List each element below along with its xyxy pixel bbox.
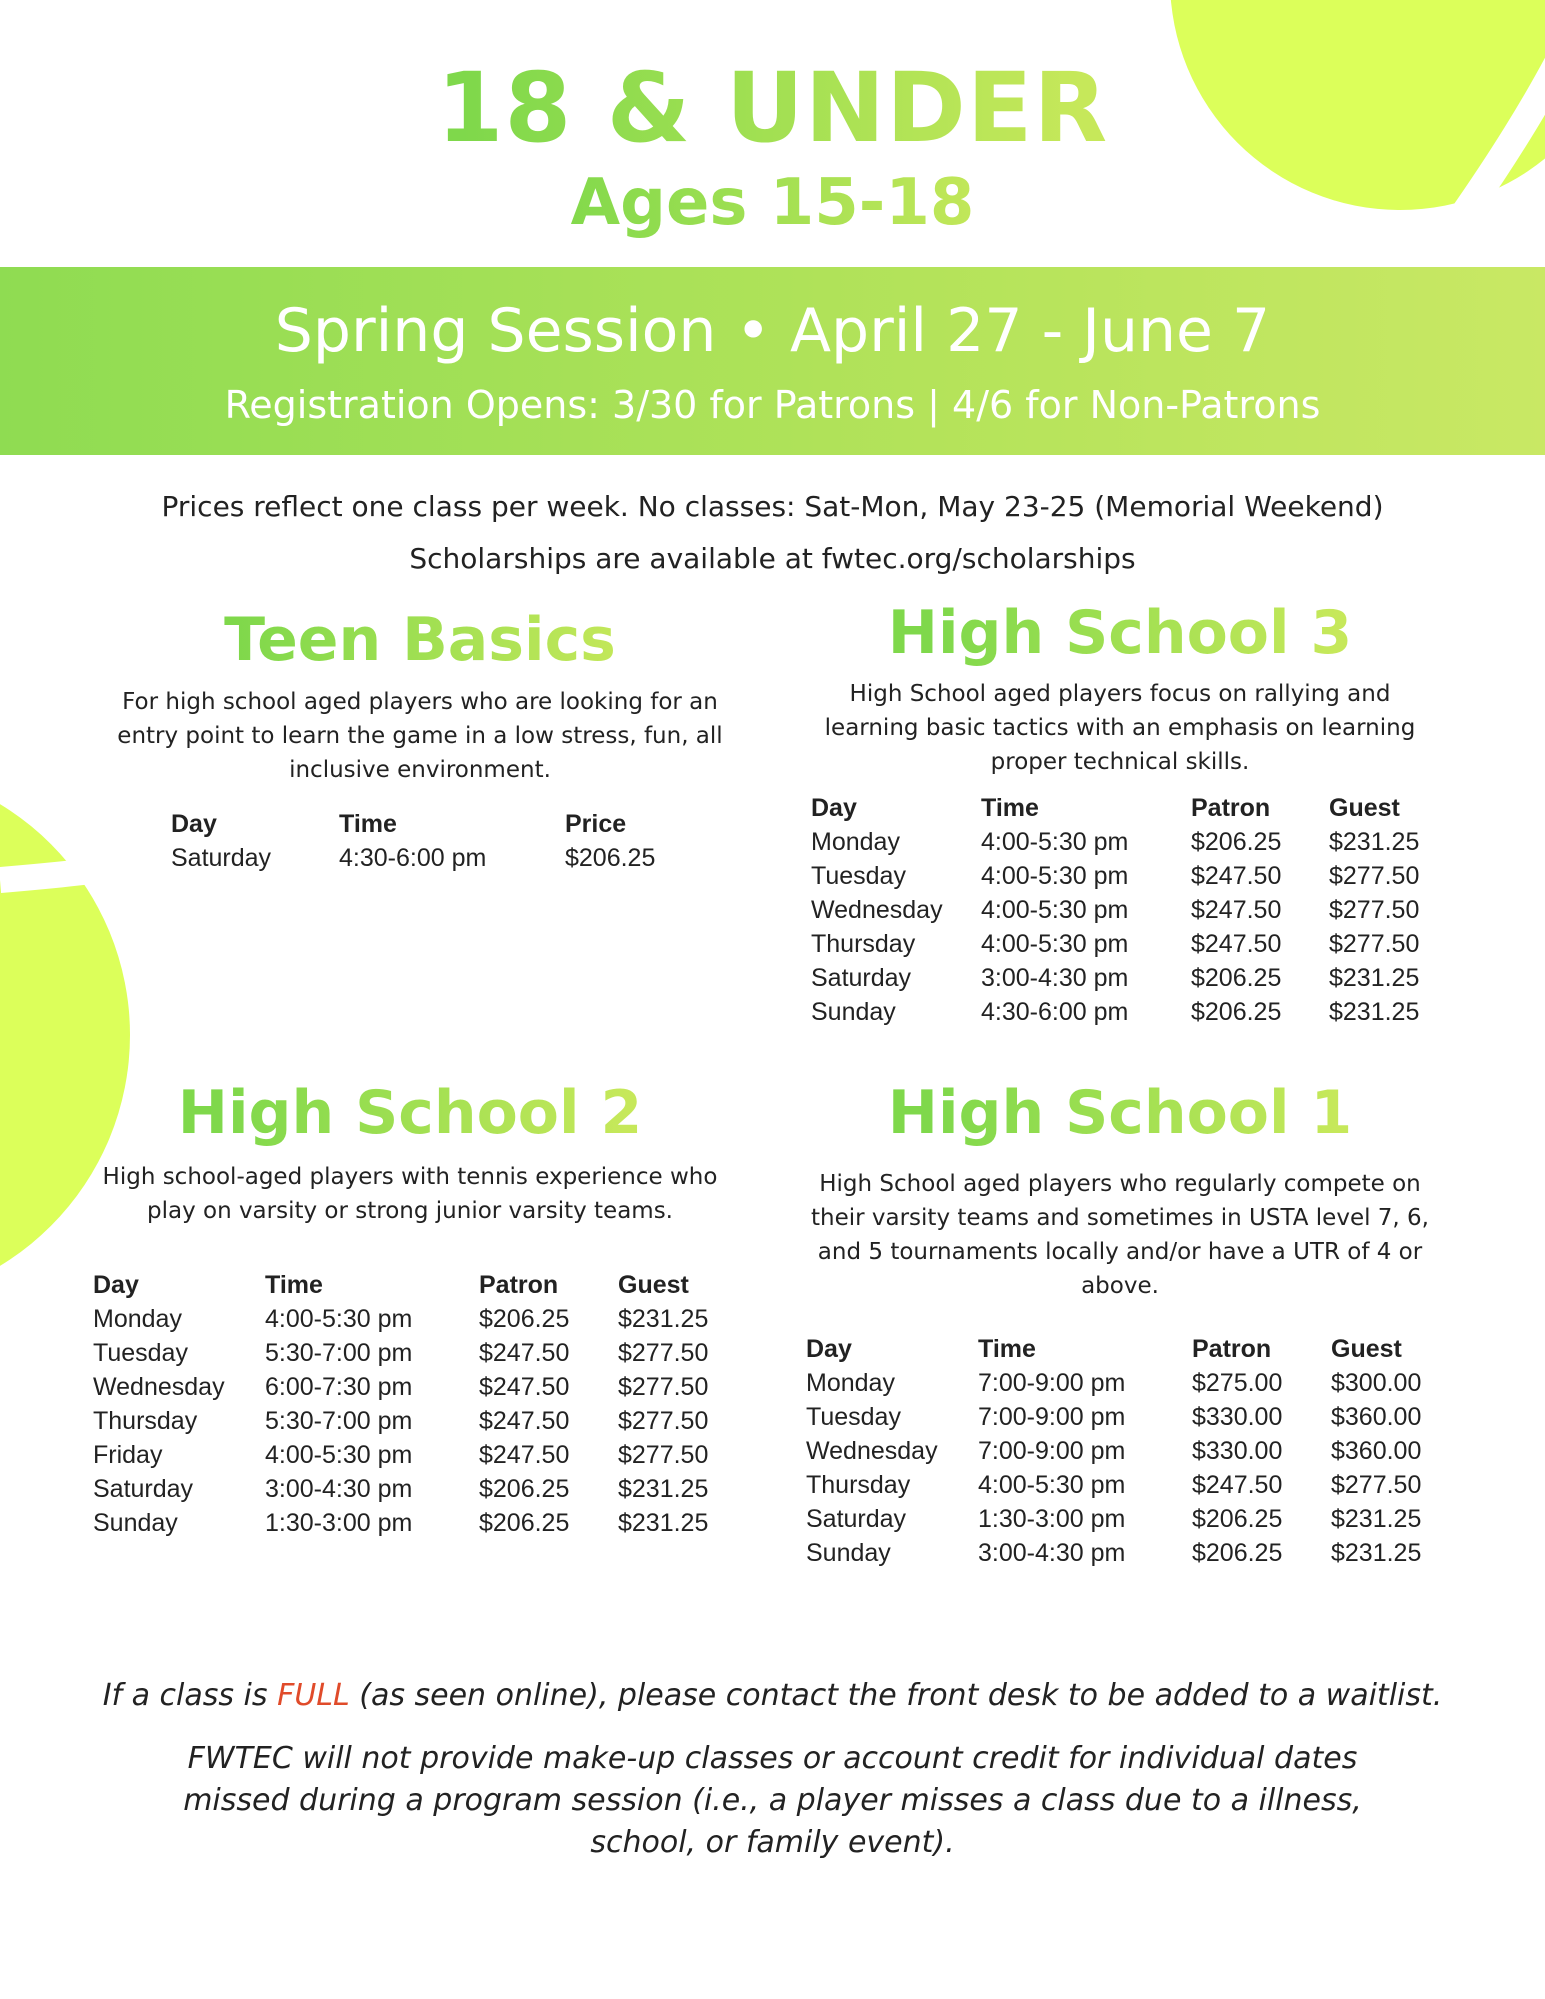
col-guest: Guest [1331, 1334, 1402, 1363]
cell-time: 5:30-7:00 pm [265, 1406, 413, 1435]
session-dates: Spring Session • April 27 - June 7 [274, 296, 1271, 366]
cell-guest: $231.25 [1329, 963, 1420, 992]
col-price: Price [565, 809, 627, 838]
col-day: Day [93, 1270, 139, 1299]
teen-basics-table [171, 807, 685, 875]
hs1-description: High School aged players who regularly compete on their varsity teams and sometimes in USTA level 7, 6, and 5 tournaments locally and/or have a UTR of 4 or above. [810, 1171, 1429, 1299]
cell-patron: $206.25 [1192, 1538, 1283, 1567]
cell-day: Wednesday [811, 895, 943, 924]
col-time: Time [978, 1334, 1036, 1363]
cell-time: 4:00-5:30 pm [981, 861, 1129, 890]
cell-day: Saturday [93, 1474, 194, 1503]
table-row [93, 1472, 738, 1506]
cell-day: Sunday [811, 997, 896, 1026]
cell-time: 3:00-4:30 pm [978, 1538, 1126, 1567]
cell-guest: $231.25 [1329, 997, 1420, 1026]
hs1-title: High School 1 [810, 1078, 1430, 1148]
prices-note: Prices reflect one class per week. No classes: Sat-Mon, May 23-25 (Memorial Weekend) [161, 490, 1384, 523]
table-header-row [171, 807, 685, 841]
cell-time: 4:00-5:30 pm [981, 895, 1129, 924]
cell-time: 4:30-6:00 pm [339, 843, 487, 872]
cell-day: Thursday [806, 1470, 911, 1499]
cell-patron: $247.50 [479, 1372, 570, 1401]
table-header-row [811, 791, 1449, 825]
table-row [93, 1336, 738, 1370]
hs3-description: High School aged players focus on rallying and learning basic tactics with an emphasis on learning proper technical skills. [824, 681, 1416, 775]
cell-patron: $330.00 [1192, 1402, 1283, 1431]
cell-time: 4:00-5:30 pm [265, 1440, 413, 1469]
cell-patron: $206.25 [479, 1508, 570, 1537]
cell-time: 3:00-4:30 pm [981, 963, 1129, 992]
table-header-row [806, 1332, 1451, 1366]
waitlist-suffix: (as seen online), please contact the front desk to be added to a waitlist. [349, 1678, 1443, 1713]
cell-time: 7:00-9:00 pm [978, 1368, 1126, 1397]
cell-patron: $275.00 [1192, 1368, 1283, 1397]
cell-patron: $247.50 [1191, 895, 1282, 924]
cell-time: 4:00-5:30 pm [981, 827, 1129, 856]
cell-patron: $206.25 [1192, 1504, 1283, 1533]
table-row [806, 1434, 1451, 1468]
cell-patron: $330.00 [1192, 1436, 1283, 1465]
cell-day: Tuesday [93, 1338, 188, 1367]
age-range: Ages 15-18 [0, 166, 1545, 240]
cell-time: 4:00-5:30 pm [265, 1304, 413, 1333]
cell-day: Monday [93, 1304, 182, 1333]
cell-guest: $277.50 [1329, 929, 1420, 958]
cell-day: Thursday [93, 1406, 198, 1435]
cell-day: Saturday [806, 1504, 907, 1533]
cell-patron: $247.50 [479, 1440, 570, 1469]
cell-day: Monday [811, 827, 900, 856]
cell-guest: $277.50 [618, 1440, 709, 1469]
table-row [806, 1400, 1451, 1434]
cell-guest: $277.50 [618, 1338, 709, 1367]
cell-patron: $206.25 [1191, 997, 1282, 1026]
cell-guest: $277.50 [618, 1406, 709, 1435]
cell-patron: $206.25 [479, 1474, 570, 1503]
table-row [811, 859, 1449, 893]
cell-guest: $231.25 [618, 1304, 709, 1333]
col-patron: Patron [1192, 1334, 1272, 1363]
cell-guest: $231.25 [1331, 1538, 1422, 1567]
cell-day: Monday [806, 1368, 895, 1397]
col-time: Time [265, 1270, 323, 1299]
cell-guest: $360.00 [1331, 1402, 1422, 1431]
hs3-table [811, 791, 1449, 1029]
cell-patron: $247.50 [479, 1338, 570, 1367]
cell-day: Sunday [93, 1508, 178, 1537]
hs2-description: High school-aged players with tennis experience who play on varsity or strong junior varsity teams. [102, 1164, 718, 1224]
col-day: Day [811, 793, 857, 822]
col-patron: Patron [1191, 793, 1271, 822]
full-status-word: FULL [277, 1678, 350, 1713]
cell-day: Wednesday [93, 1372, 225, 1401]
col-guest: Guest [1329, 793, 1400, 822]
cell-day: Thursday [811, 929, 916, 958]
cell-time: 4:00-5:30 pm [978, 1470, 1126, 1499]
table-row [811, 961, 1449, 995]
col-time: Time [339, 809, 397, 838]
table-row [93, 1506, 738, 1540]
table-row [806, 1536, 1451, 1570]
cell-day: Tuesday [811, 861, 906, 890]
cell-time: 6:00-7:30 pm [265, 1372, 413, 1401]
table-row [811, 995, 1449, 1029]
makeup-policy: FWTEC will not provide make-up classes or account credit for individual dates missed during a program session (i.e., a player misses a class due to a illness, school, or family event). [183, 1741, 1362, 1860]
cell-guest: $231.25 [1329, 827, 1420, 856]
cell-time: 4:00-5:30 pm [981, 929, 1129, 958]
cell-patron: $206.25 [1191, 963, 1282, 992]
col-time: Time [981, 793, 1039, 822]
cell-patron: $247.50 [1192, 1470, 1283, 1499]
table-row [806, 1366, 1451, 1400]
cell-time: 1:30-3:00 pm [978, 1504, 1126, 1533]
table-row [806, 1502, 1451, 1536]
cell-guest: $231.25 [1331, 1504, 1422, 1533]
table-row [93, 1302, 738, 1336]
cell-patron: $247.50 [479, 1406, 570, 1435]
teen-basics-description: For high school aged players who are looking for an entry point to learn the game in a low stress, fun, all inclusive environment. [117, 689, 723, 783]
registration-dates: Registration Opens: 3/30 for Patrons | 4/6 for Non-Patrons [224, 383, 1321, 427]
table-row [811, 825, 1449, 859]
cell-day: Tuesday [806, 1402, 901, 1431]
table-row [811, 927, 1449, 961]
cell-guest: $231.25 [618, 1508, 709, 1537]
teen-basics-title: Teen Basics [110, 605, 730, 675]
cell-patron: $247.50 [1191, 929, 1282, 958]
col-day: Day [171, 809, 217, 838]
page-title: 18 & UNDER [0, 52, 1545, 164]
cell-guest: $231.25 [618, 1474, 709, 1503]
table-row [811, 893, 1449, 927]
table-row [171, 841, 685, 875]
cell-guest: $360.00 [1331, 1436, 1422, 1465]
cell-guest: $277.50 [1329, 861, 1420, 890]
table-row [93, 1404, 738, 1438]
cell-day: Friday [93, 1440, 163, 1469]
hs1-table [806, 1332, 1451, 1570]
scholarship-note: Scholarships are available at fwtec.org/scholarships [409, 542, 1136, 575]
cell-day: Saturday [811, 963, 912, 992]
col-guest: Guest [618, 1270, 689, 1299]
cell-time: 4:30-6:00 pm [981, 997, 1129, 1026]
cell-guest: $277.50 [1331, 1470, 1422, 1499]
waitlist-note [0, 1675, 1545, 1717]
table-header-row [93, 1268, 738, 1302]
col-day: Day [806, 1334, 852, 1363]
table-row [93, 1370, 738, 1404]
cell-patron: $247.50 [1191, 861, 1282, 890]
cell-time: 7:00-9:00 pm [978, 1402, 1126, 1431]
cell-time: 1:30-3:00 pm [265, 1508, 413, 1537]
cell-guest: $277.50 [1329, 895, 1420, 924]
hs3-title: High School 3 [810, 598, 1430, 668]
cell-day: Saturday [171, 843, 272, 872]
cell-day: Sunday [806, 1538, 891, 1567]
cell-time: 7:00-9:00 pm [978, 1436, 1126, 1465]
table-row [93, 1438, 738, 1472]
hs2-table [93, 1268, 738, 1540]
col-patron: Patron [479, 1270, 559, 1299]
cell-day: Wednesday [806, 1436, 938, 1465]
cell-price: $206.25 [565, 843, 656, 872]
waitlist-prefix: If a class is [102, 1678, 278, 1713]
cell-patron: $206.25 [1191, 827, 1282, 856]
cell-time: 5:30-7:00 pm [265, 1338, 413, 1367]
cell-time: 3:00-4:30 pm [265, 1474, 413, 1503]
cell-guest: $277.50 [618, 1372, 709, 1401]
hs2-title: High School 2 [100, 1078, 720, 1148]
table-row [806, 1468, 1451, 1502]
cell-patron: $206.25 [479, 1304, 570, 1333]
cell-guest: $300.00 [1331, 1368, 1422, 1397]
